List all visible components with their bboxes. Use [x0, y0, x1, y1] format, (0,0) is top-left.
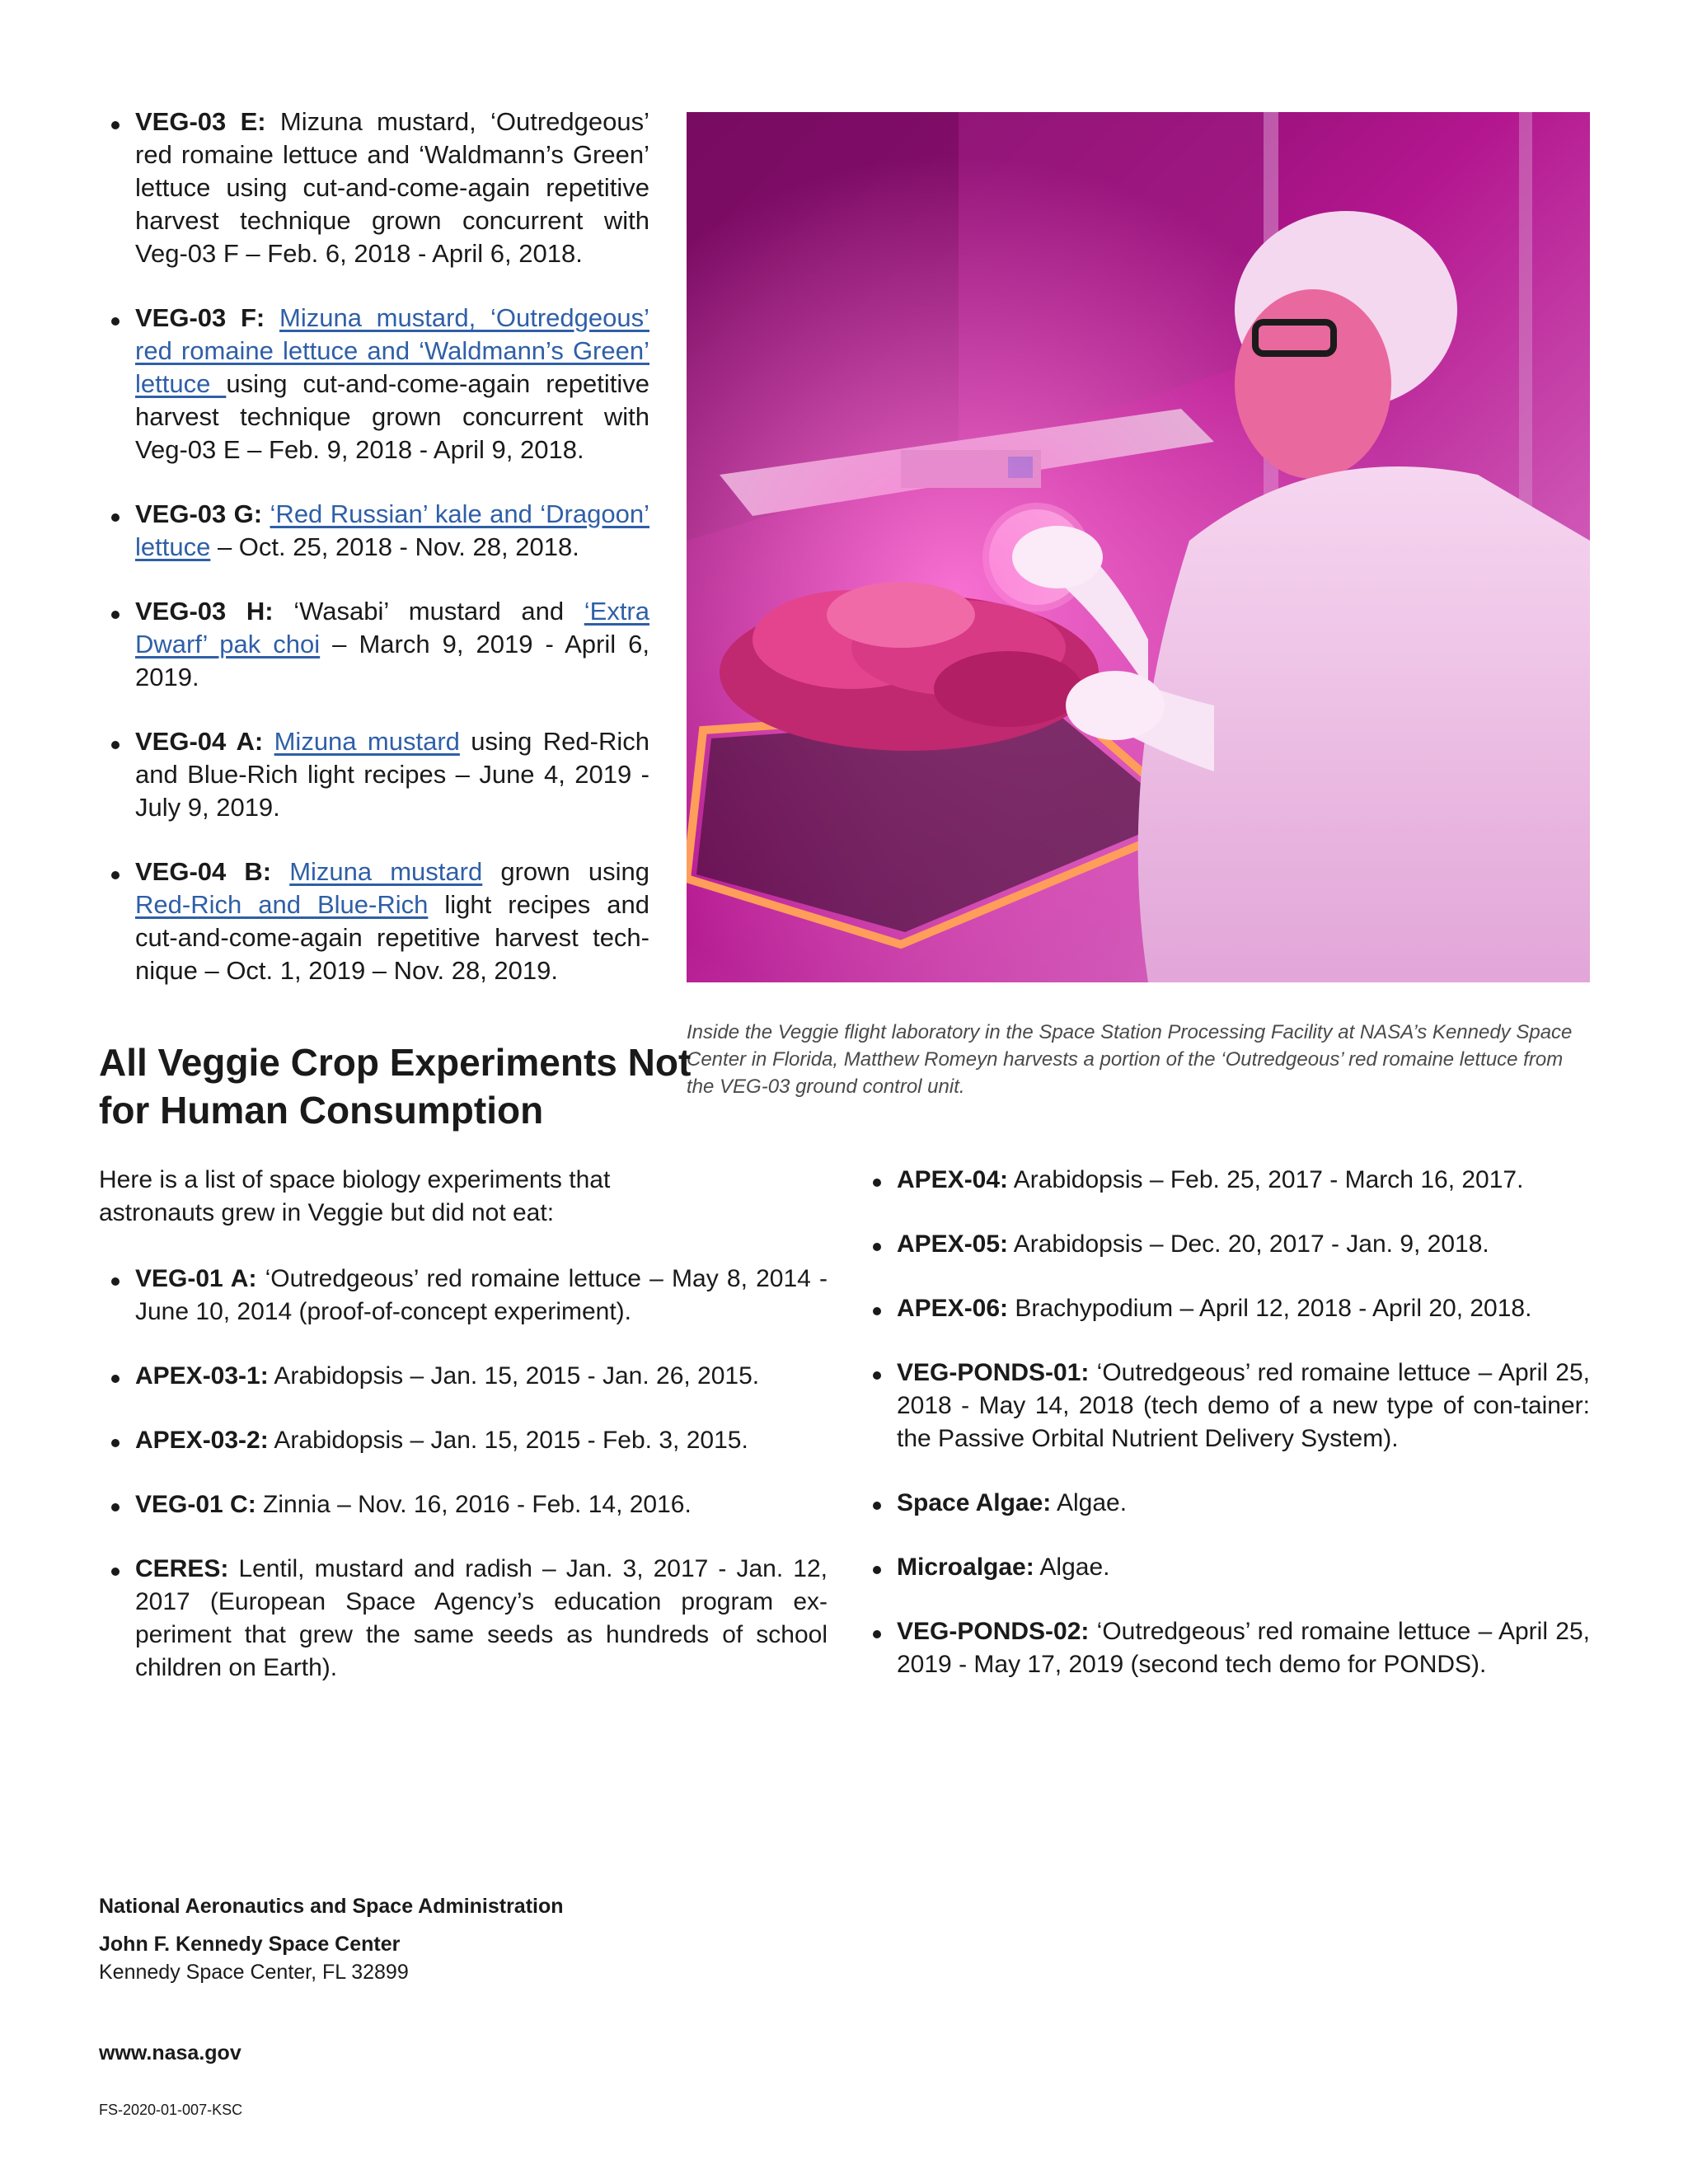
item-label: APEX-04: [897, 1166, 1009, 1193]
item-text: – March 9, 2019 - April 6, 2019. [135, 630, 649, 691]
item-label: Microalgae: [897, 1554, 1034, 1581]
item-text: using Red-Rich and Blue-Rich light recipes – June 4, 2019 - July 9, 2019. [135, 727, 649, 822]
section-heading: All Veggie Crop Experiments Not for Human Consumption [99, 1041, 692, 1132]
footer [99, 1892, 758, 2120]
item-text: Algae. [1034, 1554, 1110, 1581]
item-text: Brachypodium – April 12, 2018 - April 20, 2018. [1008, 1295, 1532, 1322]
item-text [265, 303, 279, 332]
experiment-item [99, 1488, 828, 1521]
item-text: Arabidopsis – Dec. 20, 2017 - Jan. 9, 2018. [1008, 1230, 1489, 1258]
item-label: VEG-03 H: [135, 597, 274, 626]
veg-list-item [99, 498, 649, 564]
item-label: VEG-PONDS-01: [897, 1359, 1090, 1386]
experiment-item [860, 1357, 1590, 1455]
item-text: Arabidopsis – Feb. 25, 2017 - March 16, 2017. [1008, 1166, 1524, 1193]
item-text [271, 857, 289, 886]
veg-list-item [99, 105, 649, 270]
item-label: VEG-04 A: [135, 727, 264, 756]
experiment-item [99, 1553, 828, 1685]
item-text: ‘Wasabi’ mustard and [273, 597, 584, 626]
experiments-left-column [99, 1263, 828, 1716]
item-text: – Oct. 25, 2018 - Nov. 28, 2018. [210, 532, 579, 561]
experiments-left-list [99, 1263, 828, 1685]
item-label: APEX-03-1: [135, 1362, 269, 1390]
item-text: using cut-and-come-again repetitive harvest technique grown concurrent with Veg-03 E – Feb. 9, 2018 - April 9, 2018. [135, 369, 649, 464]
footer-center: John F. Kennedy Space Center [99, 1933, 401, 1956]
item-label: VEG-PONDS-02: [897, 1618, 1090, 1645]
veg-list-item [99, 302, 649, 466]
footer-url[interactable]: www.nasa.gov [99, 2041, 241, 2064]
experiment-item [860, 1487, 1590, 1520]
experiment-item [860, 1551, 1590, 1584]
veg-list-item [99, 595, 649, 694]
lab-photo-illustration [687, 112, 1590, 982]
item-text: ‘Outredgeous’ red romaine lettuce – April 25, 2019 - May 17, 2019 (second tech demo for PONDS). [897, 1618, 1590, 1678]
photo-caption: Inside the Veggie flight laboratory in the Space Station Processing Facility at NASA’s Kennedy Space Center in Florida, Matthew Romeyn harvests a portion of the ‘Outredgeous’ red romaine lettuce from the VEG-03 ground control unit. [687, 1021, 1573, 1098]
item-text: Arabidopsis – Jan. 15, 2015 - Jan. 26, 2015. [268, 1362, 760, 1390]
item-label: VEG-01 C: [135, 1491, 256, 1518]
item-text: grown using [482, 857, 649, 886]
item-label: CERES: [135, 1555, 229, 1582]
experiments-right-list [860, 1164, 1590, 1681]
veg-list-item [99, 855, 649, 987]
item-text: Lentil, mustard and radish – Jan. 3, 2017 - Jan. 12, 2017 (European Space Agency’s education program ex-periment that grew the same seeds as hundreds of school children on Earth). [135, 1555, 828, 1681]
item-text: Mizuna mustard, ‘Outredgeous’ red romaine lettuce and ‘Waldmann’s Green’ lettuce using cut-and-come-again repetitive harvest technique grown concurrent with Veg-03 F – Feb. 6, 2018 - April 6, 2018. [135, 107, 650, 268]
veggie-lab-photo [687, 112, 1590, 982]
item-link[interactable]: Mizuna mustard [289, 857, 483, 886]
veg-experiment-list [99, 105, 649, 1019]
experiment-item [860, 1228, 1590, 1261]
item-label: VEG-03 G: [135, 499, 263, 528]
veg-list [99, 105, 649, 987]
experiment-item [99, 1424, 828, 1457]
experiment-item [99, 1263, 828, 1329]
experiments-right-column [860, 1164, 1590, 1713]
experiment-item [860, 1292, 1590, 1325]
item-text: ‘Outredgeous’ red romaine lettuce – May 8, 2014 - June 10, 2014 (proof-of-concept experiment). [135, 1265, 828, 1325]
item-link[interactable]: Mizuna mustard, ‘Outredgeous’ red romaine lettuce and ‘Waldmann’s Green’ lettuce [135, 303, 649, 398]
item-label: VEG-04 B: [135, 857, 272, 886]
experiment-item [860, 1615, 1590, 1681]
item-text: light recipes and cut-and-come-again repetitive harvest tech-nique – Oct. 1, 2019 – Nov. 28, 2019. [135, 890, 649, 985]
footer-code: FS-2020-01-007-KSC [99, 2102, 243, 2118]
item-text [262, 499, 270, 528]
item-label: Space Algae: [897, 1489, 1052, 1516]
experiment-item [99, 1360, 828, 1393]
item-text: Zinnia – Nov. 16, 2016 - Feb. 14, 2016. [256, 1491, 692, 1518]
item-text: Algae. [1051, 1489, 1128, 1516]
item-label: APEX-06: [897, 1295, 1009, 1322]
item-link[interactable]: ‘Extra Dwarf’ pak choi [135, 597, 649, 658]
item-label: APEX-05: [897, 1230, 1009, 1258]
experiment-item [860, 1164, 1590, 1197]
item-label: VEG-03 F: [135, 303, 265, 332]
item-link[interactable]: Mizuna mustard [274, 727, 460, 756]
item-link[interactable]: Red-Rich and Blue-Rich [135, 890, 429, 919]
item-label: APEX-03-2: [135, 1427, 269, 1454]
item-label: VEG-01 A: [135, 1265, 257, 1292]
section-intro: Here is a list of space biology experiments that astronauts grew in Veggie but did not eat: [99, 1166, 611, 1226]
footer-address: Kennedy Space Center, FL 32899 [99, 1961, 409, 1984]
item-text: ‘Outredgeous’ red romaine lettuce – April 25, 2018 - May 14, 2018 (tech demo of a new type of con-tainer: the Passive Orbital Nutrient Delivery System). [897, 1359, 1590, 1452]
veg-list-item [99, 725, 649, 824]
item-label: VEG-03 E: [135, 107, 266, 136]
item-text [263, 727, 274, 756]
item-text: Arabidopsis – Jan. 15, 2015 - Feb. 3, 2015. [268, 1427, 748, 1454]
footer-org: National Aeronautics and Space Administration [99, 1895, 564, 1918]
item-link[interactable]: ‘Red Russian’ kale and ‘Dragoon’ lettuce [135, 499, 649, 561]
